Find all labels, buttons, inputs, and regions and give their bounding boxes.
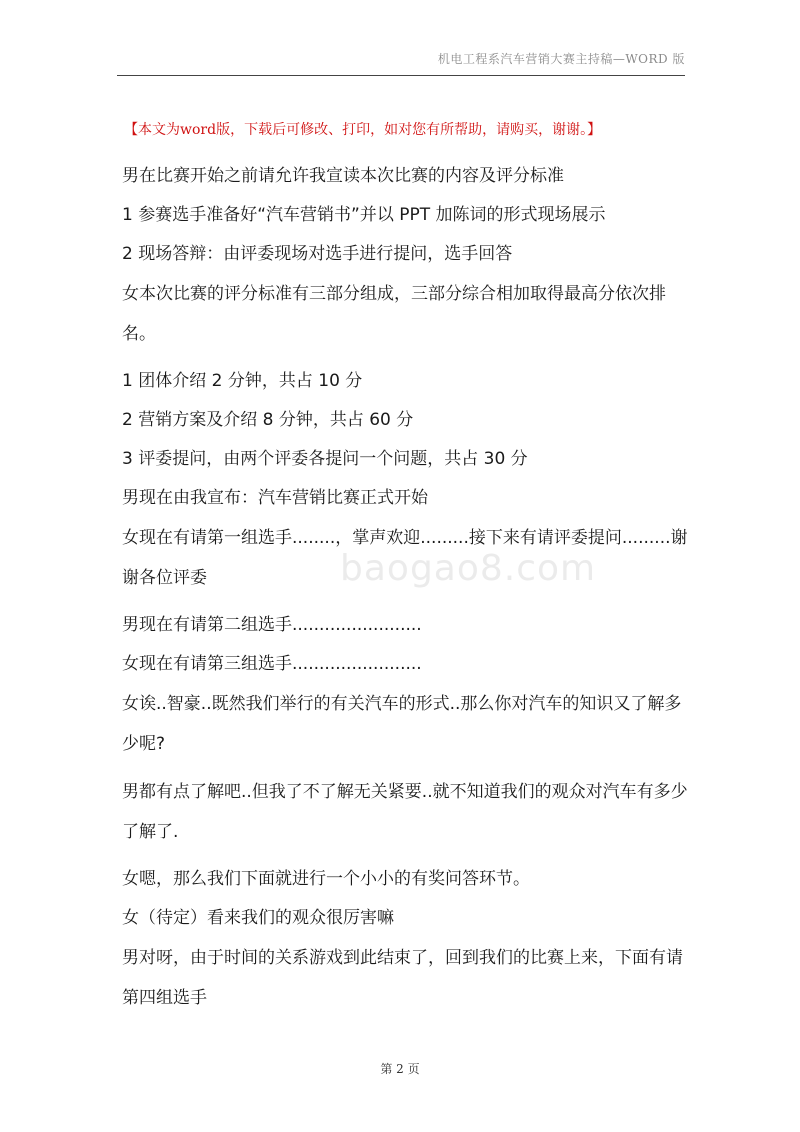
paragraph-line: 女（待定）看来我们的观众很厉害嘛 (122, 908, 394, 928)
paragraph-line: 女现在有请第三组选手........................ (122, 654, 422, 674)
paragraph-line: 男对呀，由于时间的关系游戏到此结束了，回到我们的比赛上来，下面有请第四组选手 (122, 948, 683, 1008)
paragraph-line: 1 参赛选手准备好“汽车营销书”并以 PPT 加陈词的形式现场展示 (122, 205, 606, 225)
page-header-title: 机电工程系汽车营销大赛主持稿—WORD 版 (437, 52, 685, 66)
paragraph-line: 1 团体介绍 2 分钟，共占 10 分 (122, 371, 363, 391)
header-divider (117, 75, 685, 76)
paragraph-line: 2 现场答辩：由评委现场对选手进行提问，选手回答 (122, 244, 513, 264)
paragraph-line: 女嗯，那么我们下面就进行一个小小的有奖问答环节。 (122, 869, 530, 889)
paragraph-line: 男现在有请第二组选手........................ (122, 615, 422, 635)
paragraph-line: 男现在由我宣布：汽车营销比赛正式开始 (122, 488, 428, 508)
paragraph-line: 3 评委提问，由两个评委各提问一个问题，共占 30 分 (122, 449, 528, 469)
paragraph-line: 2 营销方案及介绍 8 分钟，共占 60 分 (122, 410, 414, 430)
paragraph-line: 男在比赛开始之前请允许我宣读本次比赛的内容及评分标准 (122, 166, 564, 186)
paragraph-line: 男都有点了解吧..但我了不了解无关紧要..就不知道我们的观众对汽车有多少了解了. (122, 782, 688, 842)
document-body (122, 165, 688, 1034)
paragraph-line: 女现在有请第一组选手........，掌声欢迎.........接下来有请评委提问.........谢谢各位评委 (122, 528, 688, 588)
paragraph-line: 女诶..智豪..既然我们举行的有关汽车的形式..那么你对汽车的知识又了解多少呢? (122, 694, 682, 754)
purchase-notice: 【本文为word版，下载后可修改、打印，如对您有所帮助，请购买，谢谢。】 (124, 122, 602, 138)
page-number: 第 2 页 (380, 1062, 420, 1076)
paragraph-line: 女本次比赛的评分标准有三部分组成，三部分综合相加取得最高分依次排名。 (122, 284, 666, 344)
watermark: baogao8.com (340, 548, 597, 589)
